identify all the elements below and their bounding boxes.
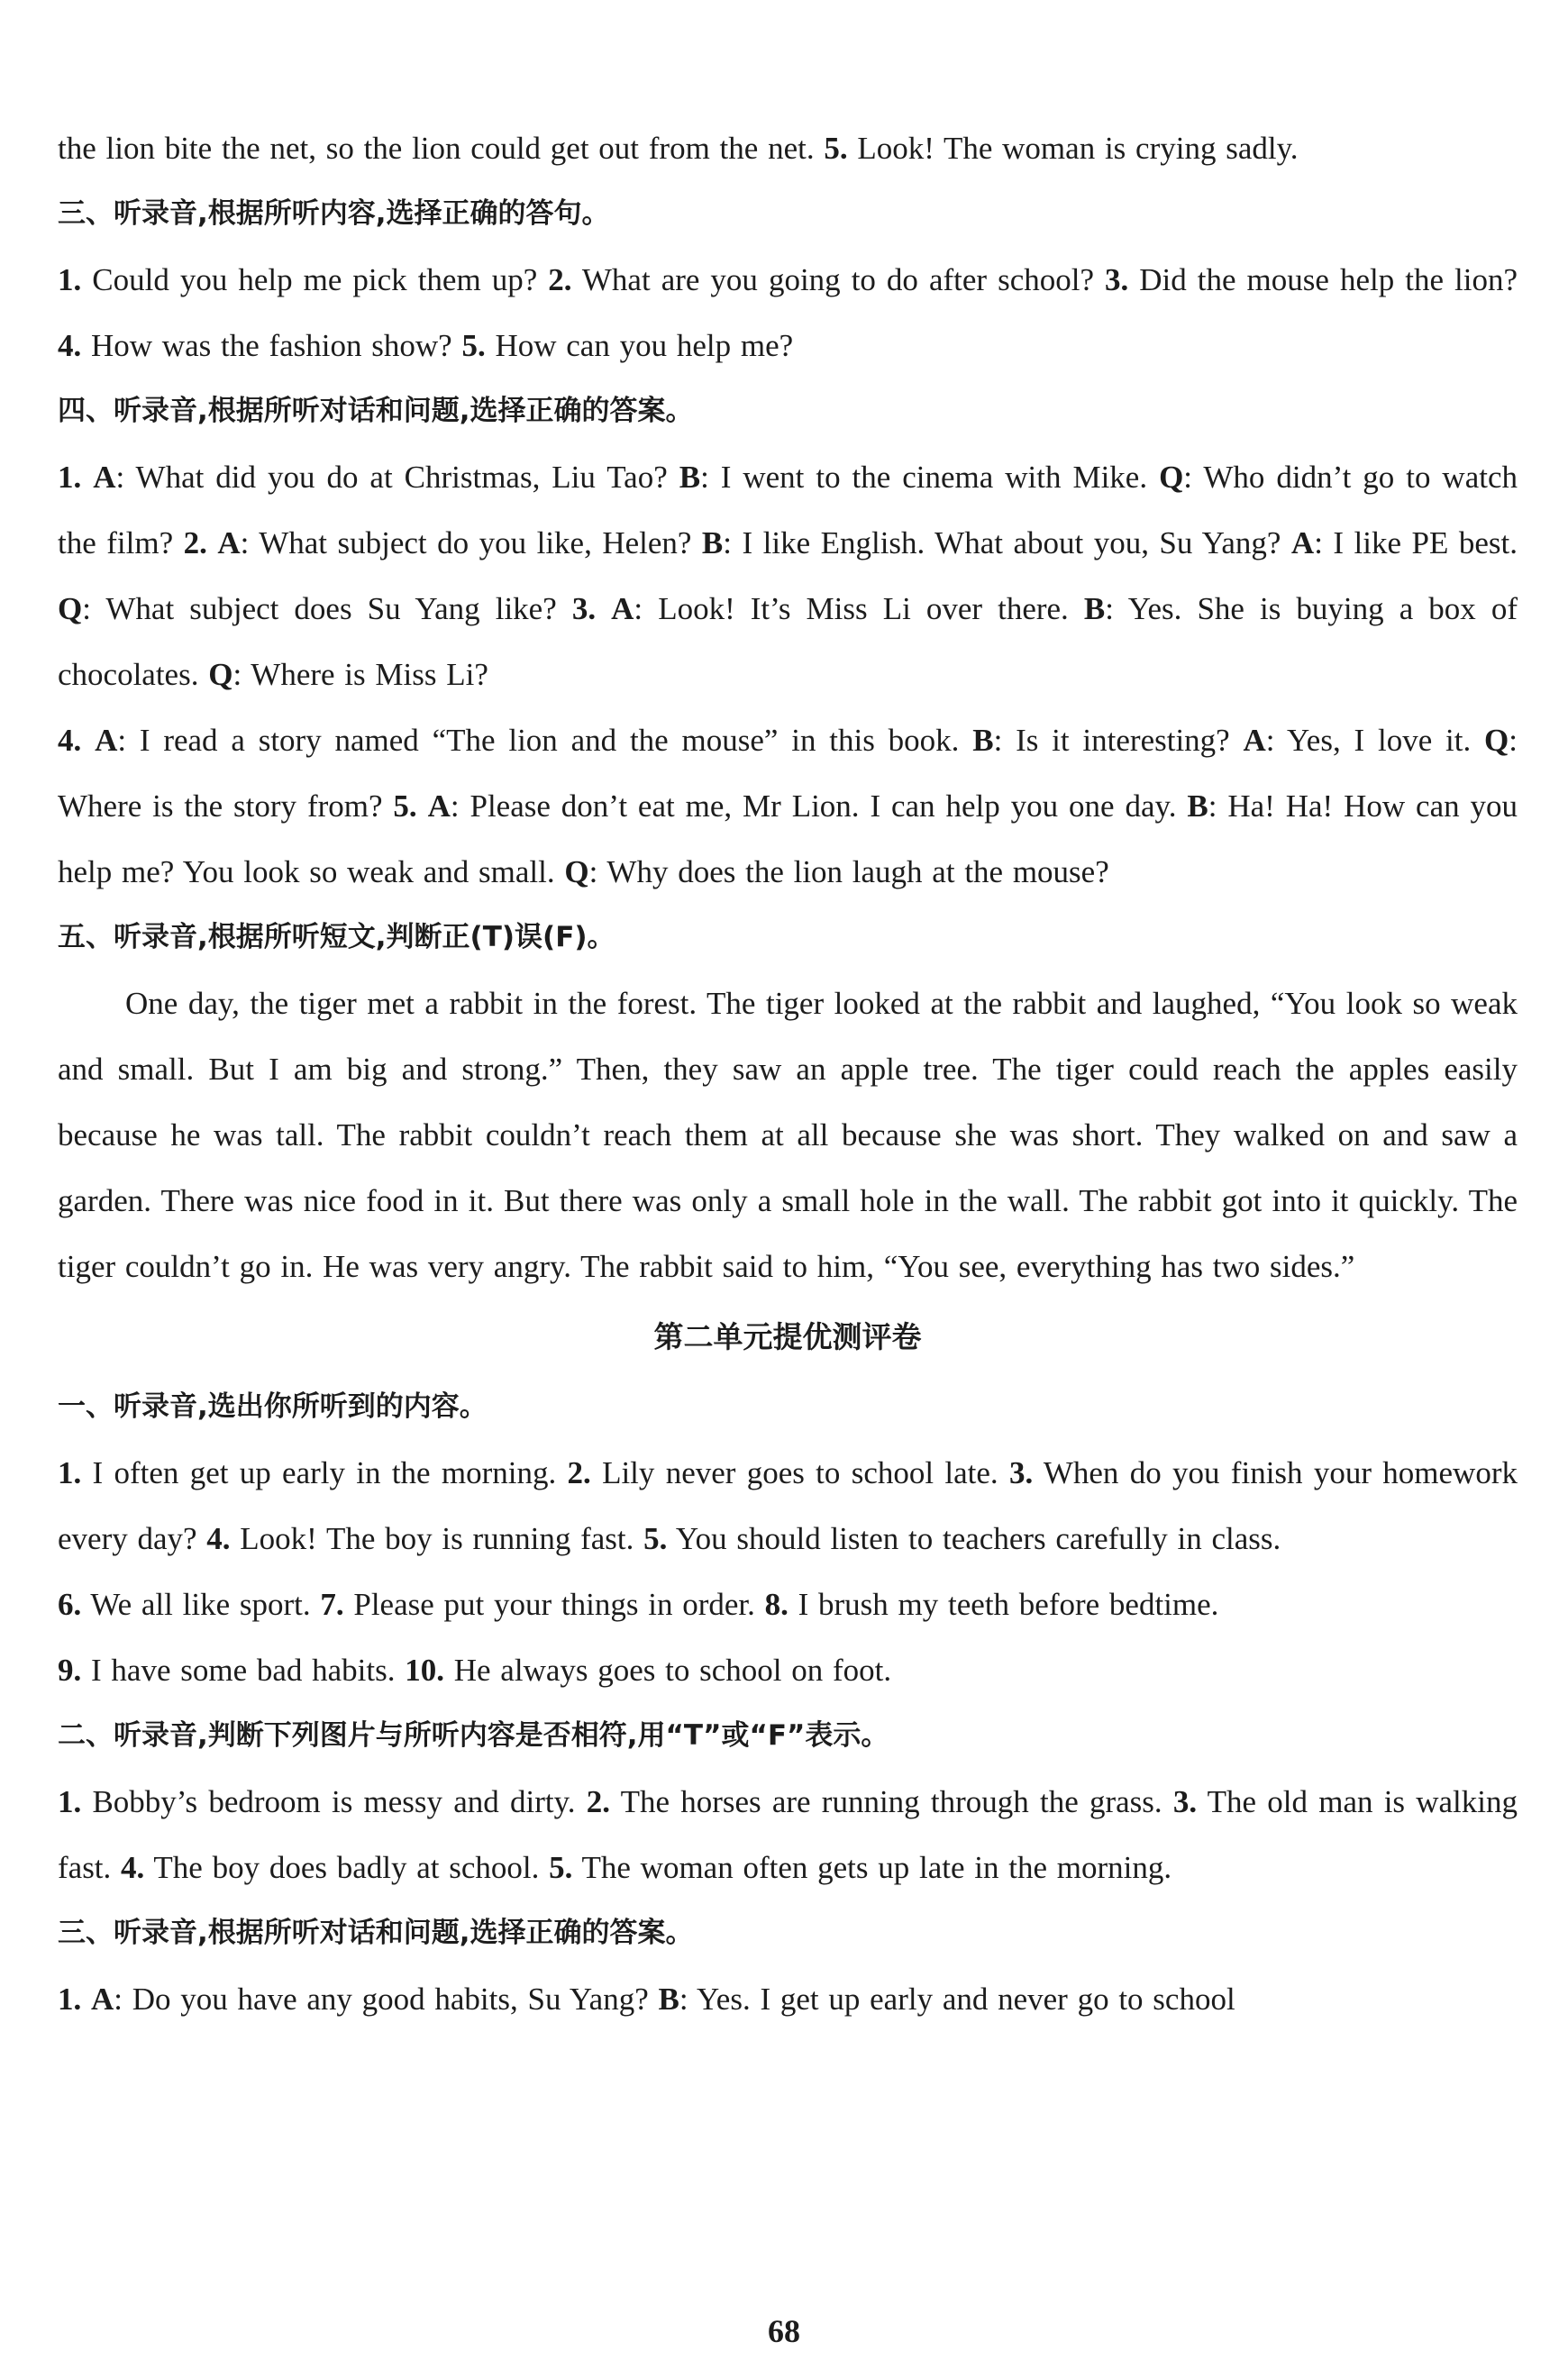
text-run: I have some bad habits.	[81, 1653, 406, 1688]
u1-section-3	[58, 181, 1518, 378]
speaker-label: B	[658, 1982, 679, 2017]
section-heading: 五、听录音,根据所听短文,判断正(T)误(F)。	[58, 921, 615, 953]
text-run	[417, 788, 428, 824]
speaker-label: B	[701, 525, 724, 560]
item-number: 6.	[58, 1587, 82, 1622]
text-run: : I read a story named “The lion and the mouse” in this book.	[117, 723, 973, 758]
speaker-label: A	[95, 723, 118, 758]
item-number: 1.	[58, 262, 82, 297]
text-run	[81, 723, 95, 758]
item-number: 4.	[121, 1850, 145, 1885]
text-run: Look! The woman is crying sadly.	[847, 131, 1299, 166]
transcript-paragraph	[58, 444, 1518, 707]
item-number: 3.	[1172, 1784, 1198, 1819]
item-number: 1.	[58, 1455, 82, 1490]
item-number: 2.	[183, 525, 207, 560]
speaker-label: A	[611, 591, 634, 626]
text-run: Lily never goes to school late.	[590, 1455, 1009, 1490]
passage-paragraph: One day, the tiger met a rabbit in the forest. The tiger looked at the rabbit and laughed, “You look so weak and small. But I am big and strong.” Then, they saw an apple tree. The tiger could reach the apples easily because he was tall. The rabbit couldn’t reach them at all because she was short. They walked on and saw a garden. There was nice food in it. But there was only a small hole in the wall. The rabbit got into it quickly. The tiger couldn’t go in. He was very angry. The rabbit said to him, “You see, everything has two sides.”	[58, 986, 1518, 1284]
speaker-label: A	[1290, 525, 1315, 560]
text-run: Please put your things in order.	[343, 1587, 765, 1622]
text-run: : Why does the lion laugh at the mouse?	[588, 854, 1109, 889]
item-number: 4.	[58, 328, 82, 363]
section-heading: 三、听录音,根据所听内容,选择正确的答句。	[58, 197, 610, 230]
transcript-paragraph	[58, 1440, 1518, 1572]
speaker-label: Q	[1159, 460, 1184, 495]
text-run: The boy does badly at school.	[144, 1850, 550, 1885]
speaker-label: Q	[208, 657, 233, 692]
u2-section-2	[58, 1703, 1518, 1900]
unit-title: 第二单元提优测评卷	[653, 1319, 922, 1354]
item-number: 5.	[393, 788, 417, 824]
transcript-paragraph	[58, 1769, 1518, 1900]
continued-line	[58, 115, 1518, 181]
text-run	[81, 1982, 91, 2017]
u1-section-5	[58, 905, 1518, 1299]
text-run: : What subject do you like, Helen?	[240, 525, 702, 560]
speaker-label: A	[427, 788, 451, 824]
text-run: How was the fashion show?	[81, 328, 462, 363]
text-run: : Yes, I love it.	[1265, 723, 1485, 758]
text-run: The woman often gets up late in the morning.	[572, 1850, 1172, 1885]
text-run: : What subject does Su Yang like?	[82, 591, 572, 626]
text-run: : Do you have any good habits, Su Yang?	[114, 1982, 659, 2017]
text-run: I often get up early in the morning.	[81, 1455, 568, 1490]
text-run: : Who didn’t go to watch the film?	[58, 460, 1518, 560]
transcript-paragraph	[58, 1572, 1518, 1637]
section-heading: 三、听录音,根据所听对话和问题,选择正确的答案。	[58, 1917, 694, 1949]
speaker-label: B	[679, 460, 701, 495]
u1-section-4	[58, 378, 1518, 905]
section-heading: 一、听录音,选出你所听到的内容。	[58, 1390, 488, 1423]
item-number: 2.	[586, 1784, 611, 1819]
speaker-label: Q	[58, 591, 83, 626]
item-number: 5.	[549, 1850, 573, 1885]
section-heading: 四、听录音,根据所听对话和问题,选择正确的答案。	[58, 395, 694, 427]
speaker-label: A	[217, 525, 241, 560]
text-run: : I went to the cinema with Mike.	[700, 460, 1160, 495]
text-run: : I like English. What about you, Su Yang?	[723, 525, 1291, 560]
item-number: 5.	[824, 131, 848, 166]
item-number: 2.	[548, 262, 572, 297]
speaker-label: Q	[1484, 723, 1509, 758]
text-run: Could you help me pick them up?	[81, 262, 549, 297]
text-run: : Please don’t eat me, Mr Lion. I can help you one day.	[450, 788, 1188, 824]
transcript-paragraph	[58, 707, 1518, 905]
u2-section-3	[58, 1900, 1518, 2032]
text-run	[207, 525, 218, 560]
text-run: Look! The boy is running fast.	[230, 1521, 644, 1556]
item-number: 8.	[764, 1587, 789, 1622]
speaker-label: A	[91, 1982, 114, 2017]
text-run: : Ha! Ha! How can you help me? You look so weak and small.	[58, 788, 1518, 889]
text-run	[81, 460, 93, 495]
item-number: 3.	[1008, 1455, 1034, 1490]
text-run: Bobby’s bedroom is messy and dirty.	[81, 1784, 587, 1819]
text-run: : What did you do at Christmas, Liu Tao?	[115, 460, 679, 495]
speaker-label: B	[1187, 788, 1208, 824]
transcript-paragraph	[58, 1966, 1518, 2032]
transcript-paragraph	[58, 1637, 1518, 1703]
speaker-label: A	[93, 460, 116, 495]
transcript-paragraph	[58, 247, 1518, 378]
text-run: How can you help me?	[485, 328, 794, 363]
item-number: 1.	[58, 1982, 82, 2017]
item-number: 3.	[571, 591, 597, 626]
text-run: What are you going to do after school?	[571, 262, 1105, 297]
item-number: 9.	[58, 1653, 82, 1688]
text-run: When do you finish your homework every day?	[58, 1455, 1518, 1556]
text-run: the lion bite the net, so the lion could get out from the net.	[58, 131, 825, 166]
text-run: : Yes. She is buying a box of chocolates.	[58, 591, 1518, 692]
section-heading: 二、听录音,判断下列图片与所听内容是否相符,用“T”或“F”表示。	[58, 1719, 889, 1752]
item-number: 5.	[461, 328, 486, 363]
item-number: 1.	[58, 1784, 82, 1819]
item-number: 10.	[405, 1653, 444, 1688]
item-number: 3.	[1105, 262, 1129, 297]
text-run: I brush my teeth before bedtime.	[788, 1587, 1219, 1622]
text-run: The old man is walking fast.	[58, 1784, 1518, 1885]
text-run: : Look! It’s Miss Li over there.	[634, 591, 1084, 626]
item-number: 4.	[206, 1521, 231, 1556]
text-run: He always goes to school on foot.	[444, 1653, 892, 1688]
u2-section-1	[58, 1374, 1518, 1703]
speaker-label: Q	[564, 854, 589, 889]
page-number: 68	[768, 2313, 800, 2349]
text-run: : I like PE best.	[1314, 525, 1518, 560]
item-number: 1.	[58, 460, 82, 495]
text-run: : Where is the story from?	[58, 723, 1518, 824]
text-run: : Is it interesting?	[993, 723, 1244, 758]
item-number: 4.	[58, 723, 82, 758]
text-run: We all like sport.	[81, 1587, 321, 1622]
text-run	[596, 591, 611, 626]
text-run: The horses are running through the grass.	[610, 1784, 1173, 1819]
speaker-label: B	[1083, 591, 1106, 626]
text-run: : Where is Miss Li?	[232, 657, 488, 692]
item-number: 2.	[567, 1455, 591, 1490]
text-run: : Yes. I get up early and never go to school	[679, 1982, 1235, 2017]
speaker-label: A	[1243, 723, 1266, 758]
item-number: 7.	[320, 1587, 344, 1622]
item-number: 5.	[643, 1521, 668, 1556]
speaker-label: B	[972, 723, 994, 758]
text-run: You should listen to teachers carefully in class.	[667, 1521, 1281, 1556]
text-run: Did the mouse help the lion?	[1128, 262, 1518, 297]
